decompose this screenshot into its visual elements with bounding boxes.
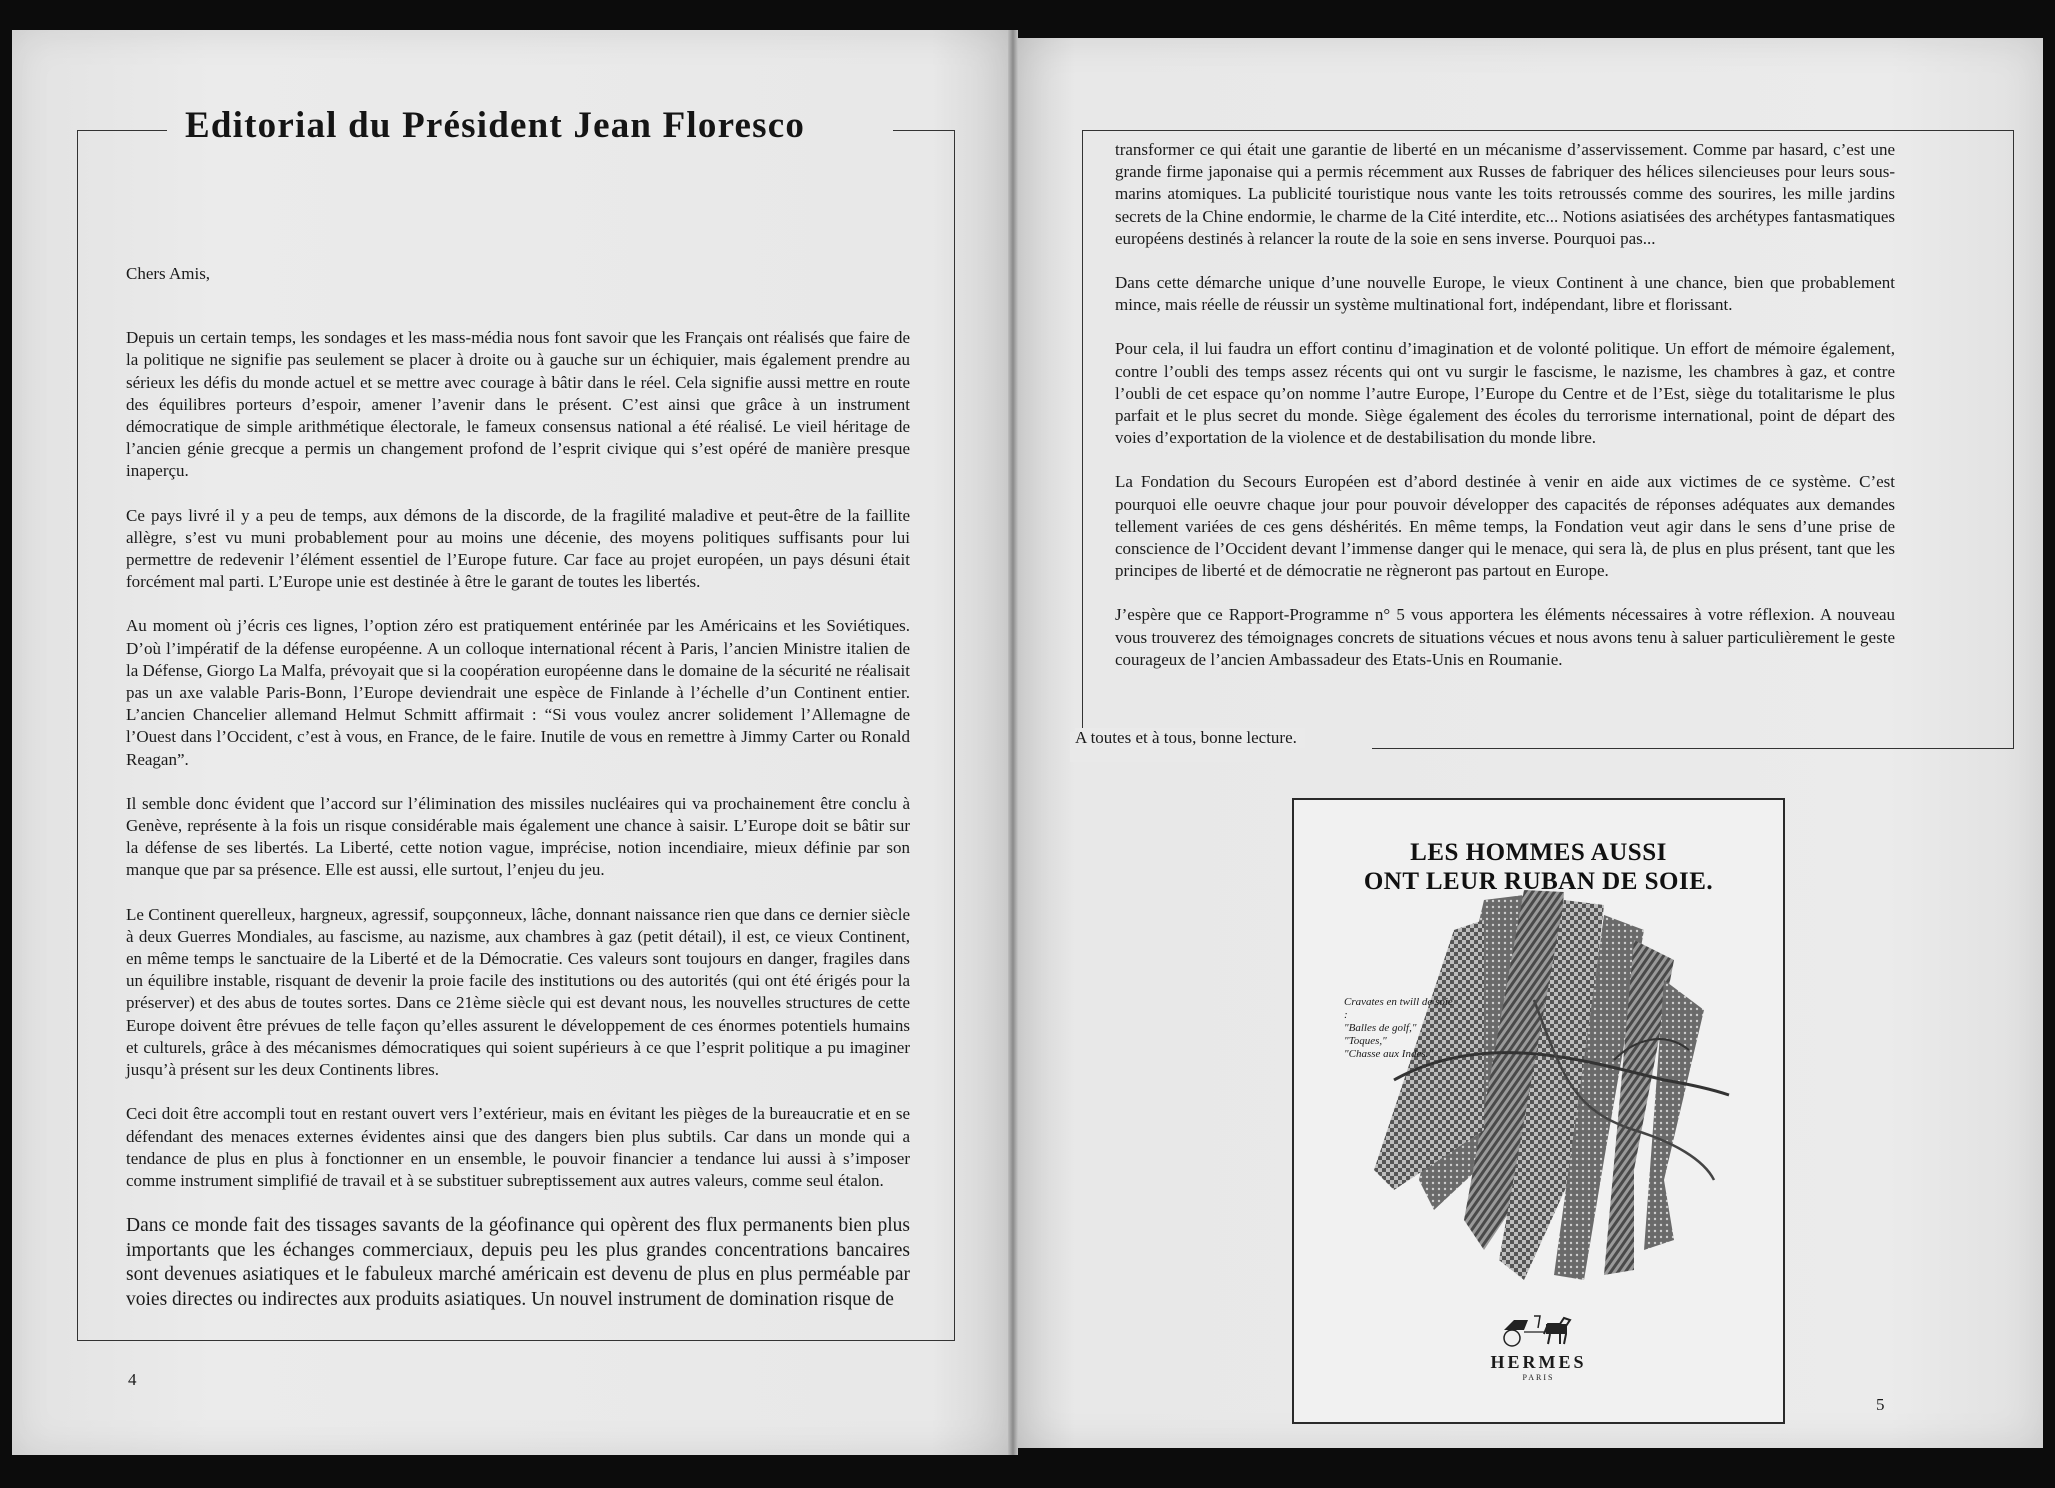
closing-line: A toutes et à tous, bonne lecture. [1075, 728, 1305, 748]
paragraph: Ce pays livré il y a peu de temps, aux démons de la discorde, de la fragilité maladive et peut-être de la faillite allègre, s’est vu muni probablement pour au moins une décenie, des moyens politiques suffisants pour lui permettre de redevenir l’élément essentiel de l’Europe future. Car face au projet européen, un pays désuni était forcément mal parti. L’Europe unie est destinée à être le garant de toutes les libertés. [126, 505, 910, 592]
ties-bundle-icon [1334, 880, 1744, 1300]
paragraph: Au moment où j’écris ces lignes, l’option zéro est pratiquement entérinée par les Américains et les Soviétiques. D’où l’impératif de la défense européenne. A un colloque international récent à Paris, l’ancien Ministre italien de la Défense, Giorgo La Malfa, prévoyait que si la coopération européenne dans le domaine de la sécurité ne réalisait pas un axe valable Paris-Bonn, l’Europe deviendrait une espèce de Finlande à l’échelle d’un Continent entier. L’ancien Chancelier allemand Helmut Schmitt affirmait : “Si vous voulez ancrer solidement l’Allemagne de l’Ouest dans l’Occident, c’est à vous, en France, de le faire. Inutile de vous en remettre à Jimmy Carter ou Ronald Reagan”. [126, 616, 910, 769]
ad-city: PARIS [1522, 1373, 1555, 1382]
ad-headline-line1: LES HOMMES AUSSI [1410, 839, 1667, 866]
frame-top-rule-right [893, 130, 954, 131]
paragraph: Ceci doit être accompli tout en restant ouvert vers l’extérieur, mais en évitant les pièges de la bureaucratie et en se défendant des menaces externes évidentes ainsi que des dangers bien plus subtils. Car dans un monde qui a tendance de plus en plus à fonctionner en un ensemble, le pouvoir financier a tendance lui aussi à s’imposer comme instrument simplifié de travail et à se substituer subreptissement aux autres valeurs, comme seul étalon. [126, 1104, 910, 1190]
ad-brand: HERMES [1490, 1352, 1587, 1372]
ad-caption-line3: "Chasse aux Indes." [1344, 1048, 1433, 1060]
paragraph: Depuis un certain temps, les sondages et les mass-média nous font savoir que les Français ont réalisés que faire de la politique ne signifie pas seulement se placer à droite ou à gauche sur un échiquier, mais également prendre au sérieux les défis du monde actuel et se mettre avec courage à bâtir dans le réel. Cela signifie aussi mettre en route des équilibres porteurs d’espoir, amener l’avenir dans le présent. C’est ainsi que grâce à un instrument démocratique de simple arithmétique électorale, le fameux consensus national a été réalisé. Le vieil héritage de l’ancien génie grecque a permis un changement profond de l’esprit civique qui s’est opéré de manière presque inaperçu. [126, 328, 910, 481]
ad-caption-line1: Cravates en twill de soie : [1344, 996, 1453, 1021]
salutation: Chers Amis, [126, 264, 211, 283]
ad-caption-line2: "Balles de golf," "Toques," [1344, 1022, 1417, 1047]
paragraph: La Fondation du Secours Européen est d’abord destinée à venir en aide aux victimes de ce système. C’est pourquoi elle oeuvre chaque jour pour pouvoir développer des capacités de réponses adéquates aux demandes tellement variées de ces gens déshérités. En même temps, la Fondation veut agir dans le sens d’une prise de conscience de l’Occident devant l’immense danger qui le menace, qui sera là, de plus en plus présent, tant que les principes de liberté et de démocratie ne règneront pas partout en Europe. [1115, 472, 1895, 581]
editorial-body-right [1115, 139, 1895, 693]
editorial-title: Editorial du Président Jean Floresco [185, 105, 806, 146]
page-number-right: 5 [1876, 1395, 1885, 1414]
ad-headline-line2: ONT LEUR RUBAN DE SOIE. [1363, 868, 1714, 895]
paragraph: transformer ce qui était une garantie de liberté en un mécanisme d’asservissement. Comme par hasard, c’est une grande firme japonaise qui a permis récemment aux Russes de fabriquer des hélices silencieuses pour leurs sous-marins atomiques. La publicité touristique nous vante les toits retroussés comme des sourires, les mille jardins secrets de la Chine endormie, le charme de la Cité interdite, etc... Notions asiatisées des archétypes fantasmatiques européens destinés à relancer la route de la soie en sens inverse. Pourquoi pas... [1115, 140, 1895, 248]
editorial-body-left [126, 263, 910, 1334]
frame-top-rule-left [77, 130, 167, 131]
paragraph: Il semble donc évident que l’accord sur l’élimination des missiles nucléaires qui va prochainement être conclu à Genève, représente à la fois un risque considérable mais également une chance à saisir. L’Europe doit se bâtir sur la défense de ses libertés. La Liberté, cette notion vague, imprécise, notion incendiaire, mieux définie par son manque que par sa présence. Elle est aussi, elle surtout, l’enjeu du jeu. [126, 793, 910, 880]
paragraph: Pour cela, il lui faudra un effort continu d’imagination et de volonté politique. Un effort de mémoire également, contre l’oubli des temps assez récents qui ont vu surgir le fascisme, le nazisme, les chambres à gaz, et contre l’oubli de cet espace qu’on nomme l’autre Europe, l’Europe du Centre et de l’Est, siège du totalitarisme le plus parfait et le plus secret du monde. Siège également des écoles du terrorisme international, point de départ des voies d’exportation de la violence et de destabilisation du monde libre. [1115, 339, 1895, 448]
paragraph: Le Continent querelleux, hargneux, agressif, soupçonneux, lâche, donnant naissance rien que dans ce dernier siècle à deux Guerres Mondiales, au fascisme, au nazisme, aux chambres à gaz (petit détail), il est, ce vieux Continent, en même temps le sanctuaire de la Liberté et de la Démocratie. Ces valeurs sont toujours en danger, fragiles dans un équilibre instable, risquant de devenir la proie facile des institutions ou des autorités (qui ont été érigés pour la préserver) et des abus de toutes sortes. Dans ce 21ème siècle qui est devant nous, les nouvelles structures de cette Europe doivent être prévues de telle façon qu’elles assurent le développement de ces énormes potentiels humains et culturels, grâce à des mécanismes démocratiques qui soient supérieurs à ce que l’esprit politique a pu imaginer jusqu’à présent sur les deux Continents libres. [126, 904, 910, 1080]
page-number-left: 4 [128, 1370, 137, 1389]
horse-carriage-icon [1494, 1308, 1584, 1348]
hermes-advertisement [1292, 798, 1785, 1424]
binding-spine [1008, 30, 1018, 1455]
paragraph: Dans cette démarche unique d’une nouvelle Europe, le vieux Continent à une chance, bien que probablement mince, mais réelle de réussir un système multinational fort, indépendant, libre et florissant. [1115, 273, 1895, 315]
paragraph: J’espère que ce Rapport-Programme n° 5 vous apportera les éléments nécessaires à votre réflexion. A nouveau vous trouverez des témoignages concrets de situations vécues et nous avons tenu à saluer particulièrement le geste courageux de l’ancien Ambassadeur des Etats-Unis en Roumanie. [1115, 605, 1895, 669]
paragraph-continued: Dans ce monde fait des tissages savants de la géofinance qui opèrent des flux permanents bien plus importants que les échanges commerciaux, depuis peu les plus grandes concentrations bancaires sont devenues asiatiques et le fabuleux marché américain est devenu de plus en plus perméable par voies directes ou indirectes aux produits asiatiques. Un nouvel instrument de domination risque de [126, 1215, 910, 1310]
ad-caption [1344, 996, 1454, 1061]
